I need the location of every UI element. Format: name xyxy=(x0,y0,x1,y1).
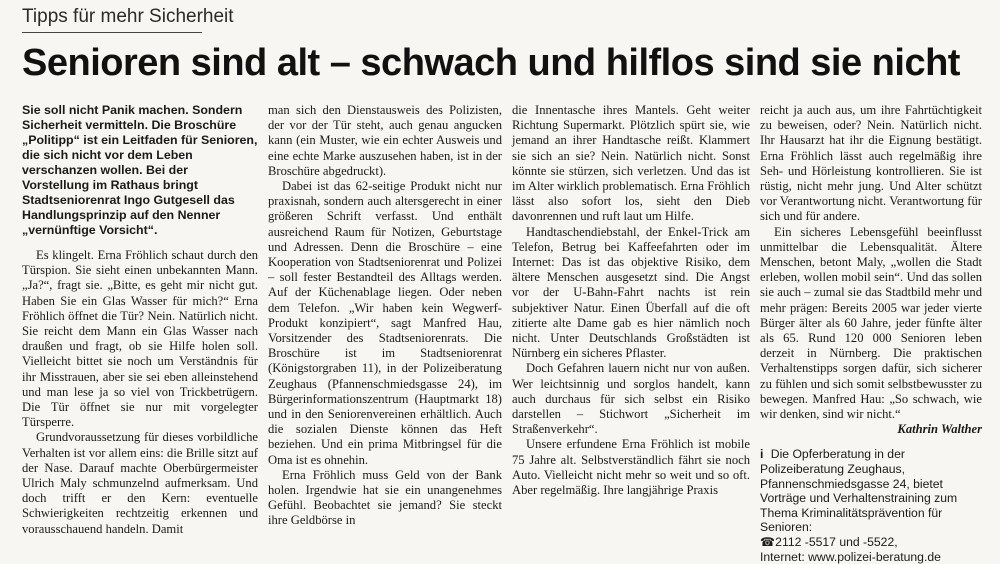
kicker: Tipps für mehr Sicherheit xyxy=(22,6,234,27)
column-2 xyxy=(268,103,502,529)
info-text: Die Opferberatung in der Polizeiberatung Zeughaus, Pfannenschmiedsgasse 24, bietet Vorträge und Verhaltenstraining zum Thema Kriminalitätsprävention für Senioren: xyxy=(760,447,958,535)
paragraph: die Innentasche ihres Mantels. Geht weiter Richtung Supermarkt. Plötzlich spürt sie, wie jemand an ihrer Handtasche reißt. Klammert sie sich an sie? Nein. Natürlich nicht. Sonst könnte sie stürzen, sich verletzen. Und das ist im Alter wirklich problematisch. Erna Fröhlich lässt also sofort los, sieht den Dieb davonrennen und ruft laut um Hilfe. xyxy=(512,103,750,224)
column-3 xyxy=(512,103,750,498)
info-icon: i xyxy=(760,447,764,462)
paragraph: Doch Gefahren lauern nicht nur von außen. Wer leichtsinnig und sorglos handelt, kann auch durchaus für sich selbst ein Risiko darstellen – Stichwort „Sicherheit im Straßenverkehr“. xyxy=(512,361,750,437)
column-1 xyxy=(22,103,258,537)
paragraph: Unsere erfundene Erna Fröhlich ist mobile 75 Jahre alt. Selbstverständlich fährt sie noch Auto. Vielleicht nicht mehr so weit und so oft. Aber regelmäßig. Ihre langjährige Praxis xyxy=(512,437,750,498)
paragraph: man sich den Dienstausweis des Polizisten, der vor der Tür steht, auch genau angucken kann (ein Muster, wie ein echter Ausweis und eine echte Marke auszusehen haben, ist in der Broschüre abgedruckt). xyxy=(268,103,502,178)
paragraph: Handtaschendiebstahl, der Enkel-Trick am Telefon, Betrug bei Kaffeefahrten oder im Internet: Das ist das objektive Risiko, dem ältere Menschen ausgesetzt sind. Die Angst vor der U-Bahn-Fahrt nachts ist rein subjektiver Natur. Einen Überfall auf die oft zitierte alte Dame gab es hier nämlich noch nicht. Unter Deutschlands Großstädten ist Nürnberg ein sicheres Pflaster. xyxy=(512,224,750,361)
paragraph: Grundvoraussetzung für dieses vorbildliche Verhalten ist vor allem eins: die Brille sitzt auf der Nase. Darauf machte Oberbürgermeister Ulrich Maly schmunzelnd aufmerksam. Und doch trifft er den Kern: eventuelle Schwierigkeiten rechtzeitig erkennen und vorausschauend handeln. Damit xyxy=(22,430,258,536)
info-box xyxy=(760,447,982,564)
info-internet: Internet: www.polizei-beratung.de xyxy=(760,549,941,564)
info-phone: ☎2112 -5517 und -5522, xyxy=(760,535,898,550)
paragraph: Dabei ist das 62-seitige Produkt nicht nur praxisnah, sondern auch altersgerecht in einer größeren Schrift verfasst. Und enthält ausreichend Raum für Notizen, Geburtstage und Adressen. Denn die Broschüre – eine Kooperation von Stadtseniorenrat und Polizei – soll fester Bestandteil des Alltags werden. Auf der Küchenablage liegen. Oder neben dem Telefon. „Wir haben kein Wegwerf-Produkt konzipiert“, sagt Manfred Hau, Vorsitzender des Stadtseniorenrats. Die Broschüre ist im Stadtseniorenrat (Königstorgraben 11), in der Polizeiberatung Zeughaus (Pfannenschmiedsgasse 24), im Bürgerinformationszentrum (Hauptmarkt 18) und in den Seniorenvereinen erhältlich. Auch die sozialen Dienste können das Heft beziehen. Und ein prima Mitbringsel für die Oma ist es ohnehin. xyxy=(268,179,502,467)
paragraph: Es klingelt. Erna Fröhlich schaut durch den Türspion. Sie sieht einen unbekannten Mann. „Ja?“, fragt sie. „Bitte, es geht mir nicht gut. Haben Sie ein Glas Wasser für mich?“ Erna Fröhlich öffnet die Tür? Nein. Natürlich nicht. Sie reicht dem Mann ein Glas Wasser nach draußen und fragt, ob sie Hilfe holen soll. Vielleicht bittet sie noch um Verständnis für ihr Misstrauen, aber sie sei eben alleinstehend und man lese ja so viel von Trickbetrügern. Die Tür öffnet sie nur mit vorgelegter Türsperre. xyxy=(22,248,258,430)
author-byline: Kathrin Walther xyxy=(897,422,982,437)
paragraph: Erna Fröhlich muss Geld von der Bank holen. Irgendwie hat sie ein unangenehmes Gefühl. Beobachtet sie jemand? Sie steckt ihre Geldbörse in xyxy=(268,467,502,528)
kicker-rule xyxy=(22,32,202,33)
headline: Senioren sind alt – schwach und hilflos sind sie nicht xyxy=(22,42,960,84)
column-4 xyxy=(760,103,982,564)
paragraph: Ein sicheres Lebensgefühl beeinflusst unmittelbar die Lebensqualität. Ältere Menschen, betont Maly, „wollen die Stadt erleben, wollen mobil sein“. Und das sollen sie auch – zumal sie das Stadtbild mehr und mehr prägen: Bereits 2005 war jeder vierte Bürger älter als 60 Jahre, jeder fünfte älter als 65. Rund 120 000 Senioren leben derzeit in Nürnberg. Die praktischen Verhaltenstipps sorgen dafür, sich sicherer zu fühlen und sich somit selbstbewusster zu bewegen. Manfred Hau: „So schwach, wie wir denken, sind wir nicht.“ xyxy=(760,224,982,422)
lead-paragraph: Sie soll nicht Panik machen. Sondern Sicherheit vermitteln. Die Broschüre „Politipp“ ist ein Leitfaden für Senioren, die sich nicht vor dem Leben verschanzen wollen. Bei der Vorstellung im Rathaus bringt Stadtseniorenrat Ingo Gutgesell das Handlungsprinzip auf den Nenner „vernünftige Vorsicht“. xyxy=(22,103,258,237)
paragraph: reicht ja auch aus, um ihre Fahrtüchtigkeit zu beweisen, oder? Nein. Natürlich nicht. Ihr Hausarzt hat ihr die Eignung bestätigt. Erna Fröhlich lässt auch regelmäßig ihre Seh- und Hörleistung kontrollieren. Sie ist rüstig, nicht mehr jung. Und Alter schützt vor Verantwortung nicht. Verantwortung für sich und für andere. xyxy=(760,103,982,224)
